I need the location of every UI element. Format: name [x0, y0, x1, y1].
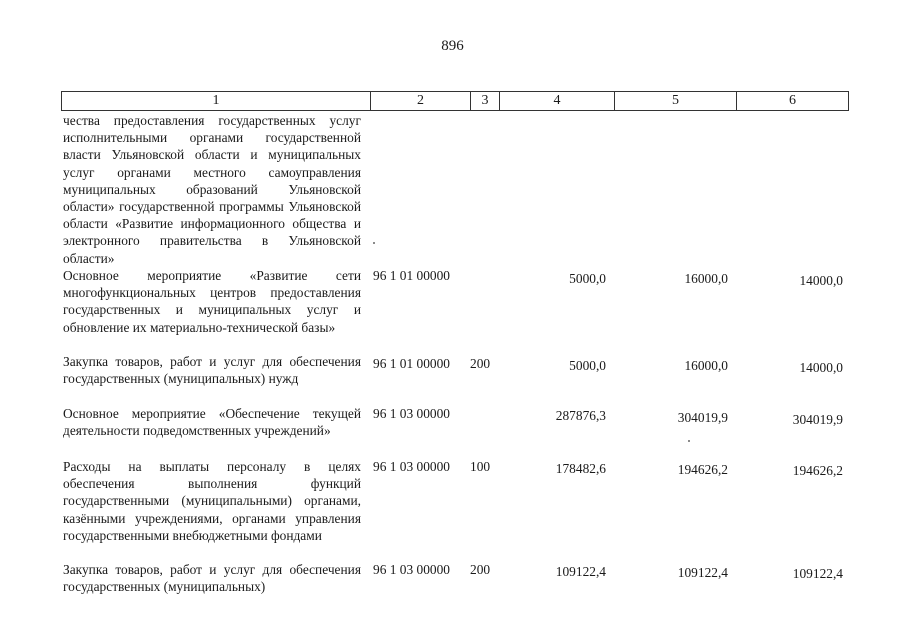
row-value-col4: 109122,4 [555, 564, 606, 579]
row-value-col5: 304019,9 [677, 410, 728, 425]
row-expense-type: 200 [470, 356, 491, 371]
row-target-code: 96 1 03 00000 [373, 562, 450, 577]
row-value-col6: 304019,9 [792, 412, 843, 427]
column-header-4: 4 [500, 92, 615, 110]
column-header-5: 5 [615, 92, 737, 110]
row-value-col5: 16000,0 [684, 271, 728, 286]
row-description: Основное мероприятие «Обеспечение текущей деятельности подведомственных учреждений» [63, 406, 361, 439]
row-description: чества предоставления государственных услуг исполнительными органами государственной власти Ульяновской области и муниципальных услуг органами местного самоуправления муниципальных образований Ульяновской области» государственной программы Ульяновской области «Развитие информационного общества и электронного правительства в Ульяновской области» [63, 113, 361, 266]
scan-speck [688, 440, 690, 442]
row-target-code: 96 1 03 00000 [373, 459, 450, 474]
column-header-3: 3 [471, 92, 500, 110]
row-expense-type: 200 [470, 562, 491, 577]
table-header [61, 91, 849, 111]
row-value-col4: 5000,0 [569, 358, 606, 373]
row-description: Расходы на выплаты персоналу в целях обеспечения выполнения функций государственными (муниципальными) органами, казёнными учреждениями, органами управления государственными внебюджетными фондами [63, 459, 361, 543]
column-header-6: 6 [789, 93, 796, 108]
row-value-col6: 109122,4 [792, 566, 843, 581]
row-target-code: 96 1 01 00000 [373, 356, 450, 371]
row-value-col6: 14000,0 [799, 273, 843, 288]
row-value-col6: 194626,2 [792, 463, 843, 478]
row-expense-type: 100 [470, 459, 491, 474]
row-value-col6: 14000,0 [799, 360, 843, 375]
column-header-1: 1 [62, 92, 371, 110]
row-description: Основное мероприятие «Развитие сети многофункциональных центров предоставления государственных и муниципальных услуг и обновление их материально-технической базы» [63, 268, 361, 335]
row-description: Закупка товаров, работ и услуг для обеспечения государственных (муниципальных) [63, 562, 361, 595]
page-number: 896 [441, 38, 464, 54]
row-value-col4: 287876,3 [555, 408, 606, 423]
scan-speck [373, 242, 375, 244]
row-target-code: 96 1 01 00000 [373, 268, 450, 283]
row-value-col4: 5000,0 [569, 271, 606, 286]
row-value-col4: 178482,6 [555, 461, 606, 476]
row-target-code: 96 1 03 00000 [373, 406, 450, 421]
row-value-col5: 109122,4 [677, 565, 728, 580]
row-value-col5: 16000,0 [684, 358, 728, 373]
column-header-2: 2 [371, 92, 471, 110]
row-description: Закупка товаров, работ и услуг для обеспечения государственных (муниципальных) нужд [63, 354, 361, 387]
row-value-col5: 194626,2 [677, 462, 728, 477]
